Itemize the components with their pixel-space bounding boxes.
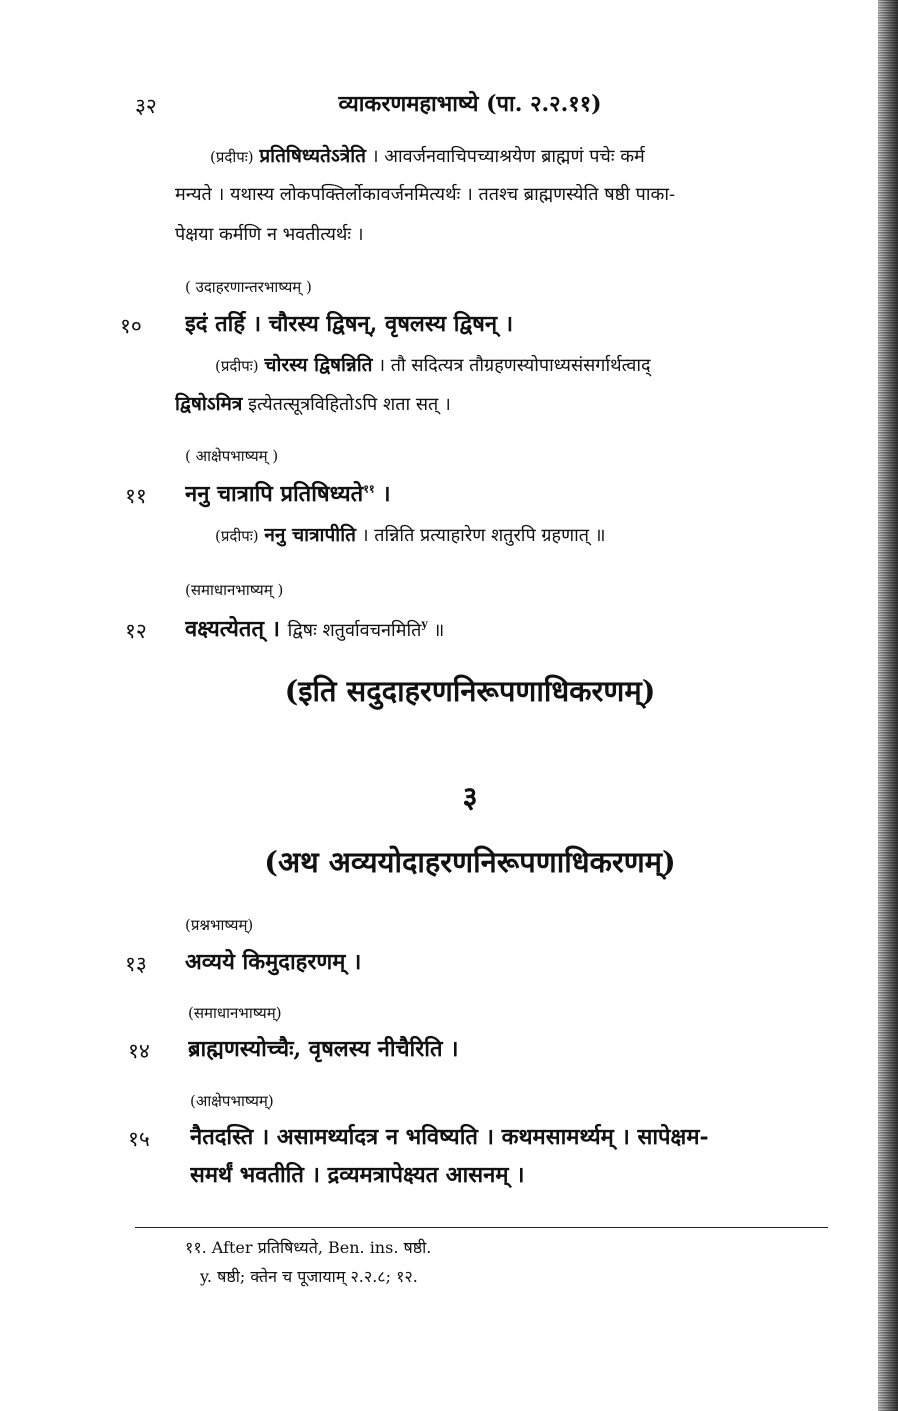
- footnote-2: y. षष्ठी; क्तेन च पूजायाम् २.२.८; १२.: [200, 1267, 418, 1286]
- section-label-samadhana: (समाधानभाष्यम्): [188, 1004, 282, 1022]
- footnote-1: ११. After प्रतिषिध्यते, Ben. ins. षष्ठी.: [185, 1238, 432, 1257]
- sutra-12-text: वक्ष्यत्येतत् ।: [185, 616, 280, 642]
- sutra-number-10: १०: [120, 314, 142, 338]
- chapter-heading-end: (इति सदुदाहरणनिरूपणाधिकरणम्): [284, 674, 656, 708]
- pradipa-text: । आवर्जनवाचिपच्याश्रयेण ब्राह्मणं पचेः कर्म: [371, 146, 645, 167]
- section-label-prashna: (प्रश्नभाष्यम्): [185, 916, 254, 934]
- pradipa-lemma: चोरस्य द्विषन्निति: [264, 354, 373, 376]
- sutra-number-13: १३: [125, 952, 147, 976]
- pradipa-text: । तौ सदित्यत्र तौग्रहणस्योपाध्यसंसर्गार्थत्वाद्: [378, 355, 651, 376]
- sutra-number-12: १२: [125, 619, 147, 643]
- page-number: ३२: [135, 94, 157, 118]
- pradipa-lemma: प्रतिषिध्यतेऽत्रेति: [259, 145, 366, 167]
- pradipa-text: । तन्निति प्रत्याहारेण शतुरपि ग्रहणात् ॥: [361, 525, 606, 546]
- pradipa-1-line-3: पेक्षया कर्मणि न भवतीत्यर्थः ।: [175, 224, 364, 245]
- pradipa-1-line-2: मन्यते । यथास्य लोकपक्तिर्लोकावर्जनमित्यर्थः । ततश्च ब्राह्मणस्येति षष्ठी पाका-: [175, 184, 676, 205]
- sutra-11-text: ननु चात्रापि प्रतिषिध्यते: [185, 481, 364, 507]
- sutra-11-line: [185, 480, 825, 508]
- pradipa-text: इत्येतत्सूत्रविहितोऽपि शता सत् ।: [248, 394, 451, 415]
- running-header-title: व्याकरणमहाभाष्ये (पा. २.२.११): [338, 91, 602, 117]
- pradipa-lemma: द्विषोऽमित्र: [175, 393, 243, 415]
- sutra-12-line: [185, 615, 825, 644]
- sutra-15-line-2: समर्थं भवतीति । द्रव्यमत्रापेक्ष्यत आसनम् ।: [190, 1162, 525, 1188]
- sutra-10-text: इदं तर्हि । चौरस्य द्विषन्, वृषलस्य द्विषन् ।: [185, 311, 514, 337]
- pradipa-3-line: [215, 522, 830, 549]
- pradipa-2-line-2: [175, 391, 830, 418]
- pradipa-label: (प्रदीपः): [215, 527, 259, 545]
- footnote-marker: y: [421, 617, 428, 631]
- section-label-samadhana: (समाधानभाष्यम् ): [185, 581, 284, 599]
- section-label-udaharanantara: ( उदाहरणान्तरभाष्यम् ): [185, 278, 312, 296]
- sutra-number-15: १५: [128, 1127, 150, 1151]
- sutra-12-comment: द्विषः शतुर्वावचनमिति: [287, 620, 422, 641]
- pradipa-lemma: ननु चात्रापीति: [264, 524, 356, 546]
- chapter-heading-start: (अथ अव्ययोदाहरणनिरूपणाधिकरणम्): [264, 845, 676, 879]
- sutra-13-text: अव्यये किमुदाहरणम् ।: [185, 949, 362, 975]
- section-label-akshepa: (आक्षेपभाष्यम्): [190, 1092, 274, 1110]
- sutra-number-11: ११: [125, 484, 147, 508]
- sutra-11-end: ।: [374, 481, 391, 507]
- footnote-marker: ११: [363, 482, 375, 496]
- sutra-12-end: ॥: [427, 620, 445, 641]
- pradipa-2-line-1: [215, 352, 830, 379]
- pradipa-label: (प्रदीपः): [215, 357, 259, 375]
- pradipa-1-line-1: [210, 143, 830, 170]
- scan-edge-shadow: [878, 0, 898, 1411]
- sutra-14-text: ब्राह्मणस्योच्चैः, वृषलस्य नीचैरिति ।: [188, 1036, 459, 1062]
- sutra-number-14: १४: [128, 1039, 150, 1063]
- pradipa-label: (प्रदीपः): [210, 148, 254, 166]
- section-label-akshepa: ( आक्षेपभाष्यम् ): [185, 447, 279, 465]
- section-number: ३: [462, 780, 478, 814]
- sutra-15-line-1: नैतदस्ति । असामर्थ्यादत्र न भविष्यति । कथमसामर्थ्यम् । सापेक्षम-: [190, 1124, 709, 1150]
- footnote-divider: [135, 1227, 828, 1228]
